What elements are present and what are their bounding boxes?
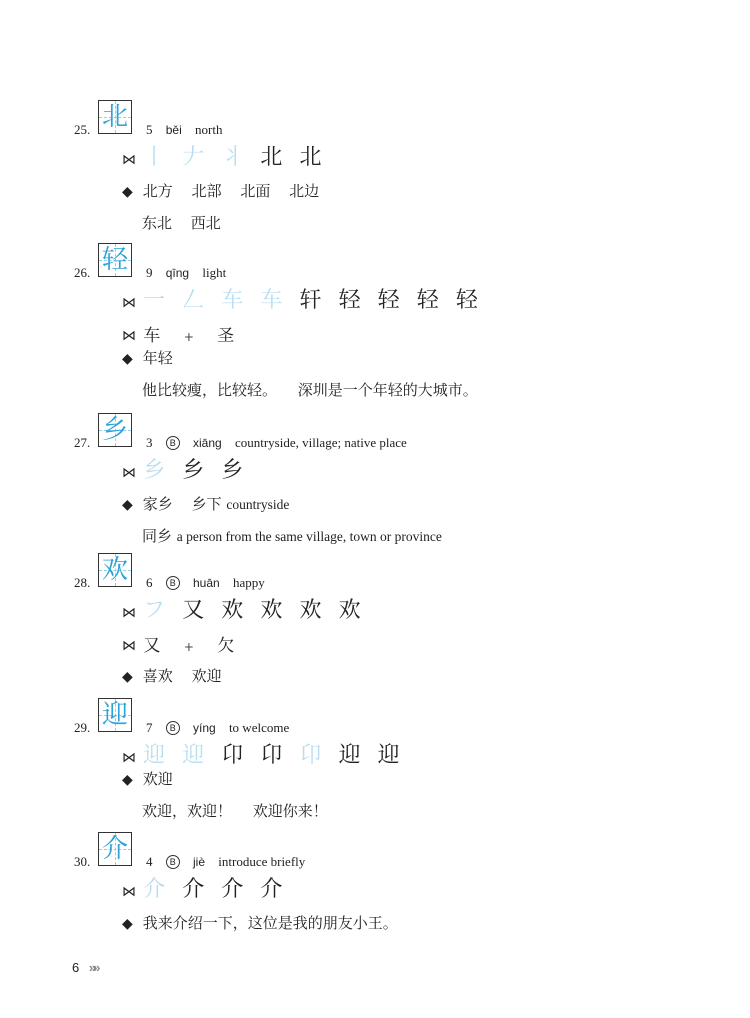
sentence: 欢迎你来！ (252, 802, 328, 820)
stroke-order-icon: ⋈ (122, 883, 136, 900)
page-number: 6 (72, 960, 80, 975)
word: 喜欢 (142, 667, 173, 685)
word: 北面 (240, 182, 271, 200)
plus-sign: + (183, 330, 194, 344)
component: 车 (143, 326, 161, 346)
entry-info (146, 854, 315, 870)
stroke-count: 3 (146, 435, 153, 450)
meaning: happy (232, 575, 265, 590)
headword-character: 北 (101, 102, 128, 132)
stroke-step: 丨 (143, 145, 166, 170)
stroke-order-icon: ⋈ (122, 151, 136, 168)
meaning: to welcome (228, 720, 290, 735)
stroke-step: 介 (143, 877, 166, 902)
stroke-step: 欢 (299, 598, 322, 623)
components-row (122, 321, 234, 346)
stroke-step: 车 (260, 288, 283, 313)
stroke-step: 𠂇 (182, 145, 205, 170)
stroke-order-row (122, 738, 412, 769)
stroke-step: 迎 (143, 743, 166, 768)
pinyin: jiè (193, 855, 206, 869)
meaning: introduce briefly (218, 854, 306, 869)
stroke-step: 车 (221, 288, 244, 313)
components-icon: ⋈ (122, 328, 136, 344)
stroke-step: 乡 (221, 458, 244, 483)
sentence: 我来介绍一下，这位是我的朋友小王。 (142, 914, 398, 932)
stroke-step: 北 (299, 145, 322, 170)
words-row (122, 768, 187, 789)
word: 同乡 a person from the same village, town or province (142, 527, 442, 545)
sentence: 深圳是一个年轻的大城市。 (297, 381, 478, 399)
component: 又 (143, 636, 161, 656)
word: 北方 (142, 182, 173, 200)
word: 北边 (289, 182, 320, 200)
pinyin: yíng (193, 721, 216, 735)
stroke-count: 6 (146, 575, 153, 590)
diamond-bullet-icon: ◆ (122, 668, 133, 685)
page-footer (72, 960, 97, 975)
stroke-order-row (122, 453, 255, 484)
character-box (98, 698, 132, 732)
stroke-step: 介 (182, 877, 205, 902)
character-box (98, 553, 132, 587)
headword-character: 介 (101, 834, 128, 864)
meaning: countryside, village; native place (234, 435, 407, 450)
word: 东北 (142, 214, 173, 232)
entry-number: 26. (74, 265, 91, 280)
sentence: 欢迎，欢迎！ (142, 802, 233, 820)
stroke-step: 欢 (221, 598, 244, 623)
sentence: 他比较瘦，比较轻。 (142, 381, 278, 399)
word: 欢迎 (191, 667, 222, 685)
pinyin: qīng (165, 266, 190, 280)
entry-info (146, 575, 275, 591)
sentences-row (142, 800, 328, 821)
words-row (122, 180, 333, 201)
entry-info (146, 720, 299, 736)
stroke-step: フ (143, 598, 166, 623)
words-row (122, 912, 412, 933)
stroke-count: 5 (146, 122, 153, 137)
word: 北部 (191, 182, 222, 200)
radical-badge: B (166, 721, 180, 735)
entry-number: 25. (74, 122, 91, 137)
components-row (122, 631, 234, 656)
stroke-step: 迎 (338, 743, 361, 768)
headword-character: 乡 (101, 415, 128, 445)
entry-info (146, 265, 236, 281)
stroke-order-row (122, 140, 333, 171)
stroke-count: 7 (146, 720, 153, 735)
words-row (142, 525, 456, 546)
stroke-step: 一 (143, 288, 166, 313)
pinyin: huān (193, 576, 220, 590)
meaning: north (195, 122, 223, 137)
stroke-step: 又 (182, 598, 205, 623)
stroke-order-icon: ⋈ (122, 749, 136, 766)
stroke-step: 𠃋 (182, 288, 205, 313)
words-row (142, 212, 235, 233)
component: 圣 (217, 326, 235, 346)
stroke-step: 轩 (299, 288, 322, 313)
stroke-step: 卬 (260, 743, 283, 768)
words-row (122, 493, 303, 514)
sentences-row (142, 379, 478, 400)
entry-number: 30. (74, 854, 91, 869)
meaning: light (202, 265, 227, 280)
headword-character: 迎 (101, 700, 128, 730)
stroke-step: 欢 (260, 598, 283, 623)
radical-badge: B (166, 436, 180, 450)
pinyin: xiāng (193, 436, 222, 450)
entry-info (146, 122, 232, 138)
diamond-bullet-icon: ◆ (122, 496, 133, 513)
character-box (98, 413, 132, 447)
entry-info (146, 435, 417, 451)
stroke-step: 介 (221, 877, 244, 902)
pinyin: běi (165, 123, 182, 137)
word: 乡下 countryside (191, 495, 290, 513)
stroke-order-icon: ⋈ (122, 464, 136, 481)
stroke-step: 丬 (221, 145, 244, 170)
entry-number: 27. (74, 435, 91, 450)
stroke-step: 卬 (299, 743, 322, 768)
character-box (98, 832, 132, 866)
entry-number: 29. (74, 720, 91, 735)
stroke-step: 轻 (377, 288, 400, 313)
diamond-bullet-icon: ◆ (122, 771, 133, 788)
character-box (98, 100, 132, 134)
stroke-step: 卬 (221, 743, 244, 768)
words-row (122, 665, 236, 686)
word: 年轻 (142, 349, 173, 367)
diamond-bullet-icon: ◆ (122, 915, 133, 932)
stroke-step: 迎 (377, 743, 400, 768)
stroke-step: 轻 (416, 288, 439, 313)
stroke-step: 介 (260, 877, 283, 902)
stroke-count: 4 (146, 854, 153, 869)
stroke-order-icon: ⋈ (122, 604, 136, 621)
character-box (98, 243, 132, 277)
words-row (122, 347, 187, 368)
headword-character: 欢 (101, 555, 128, 585)
stroke-count: 9 (146, 265, 153, 280)
headword-character: 轻 (101, 245, 128, 275)
component: 欠 (217, 636, 235, 656)
stroke-step: 乡 (182, 458, 205, 483)
chevron-right-icon: »» (88, 960, 98, 975)
stroke-step: 轻 (455, 288, 478, 313)
diamond-bullet-icon: ◆ (122, 183, 133, 200)
stroke-step: 迎 (182, 743, 205, 768)
word: 西北 (190, 214, 221, 232)
stroke-order-row (122, 593, 373, 624)
stroke-order-row (122, 872, 294, 903)
diamond-bullet-icon: ◆ (122, 350, 133, 367)
components-icon: ⋈ (122, 638, 136, 654)
radical-badge: B (166, 576, 180, 590)
stroke-step: 轻 (338, 288, 361, 313)
stroke-step: 欢 (338, 598, 361, 623)
stroke-step: 北 (260, 145, 283, 170)
radical-badge: B (166, 855, 180, 869)
plus-sign: + (183, 640, 194, 654)
entry-number: 28. (74, 575, 91, 590)
word: 家乡 (142, 495, 173, 513)
stroke-order-row (122, 283, 490, 314)
stroke-order-icon: ⋈ (122, 294, 136, 311)
word: 欢迎 (142, 770, 173, 788)
stroke-step: 乡 (143, 458, 166, 483)
